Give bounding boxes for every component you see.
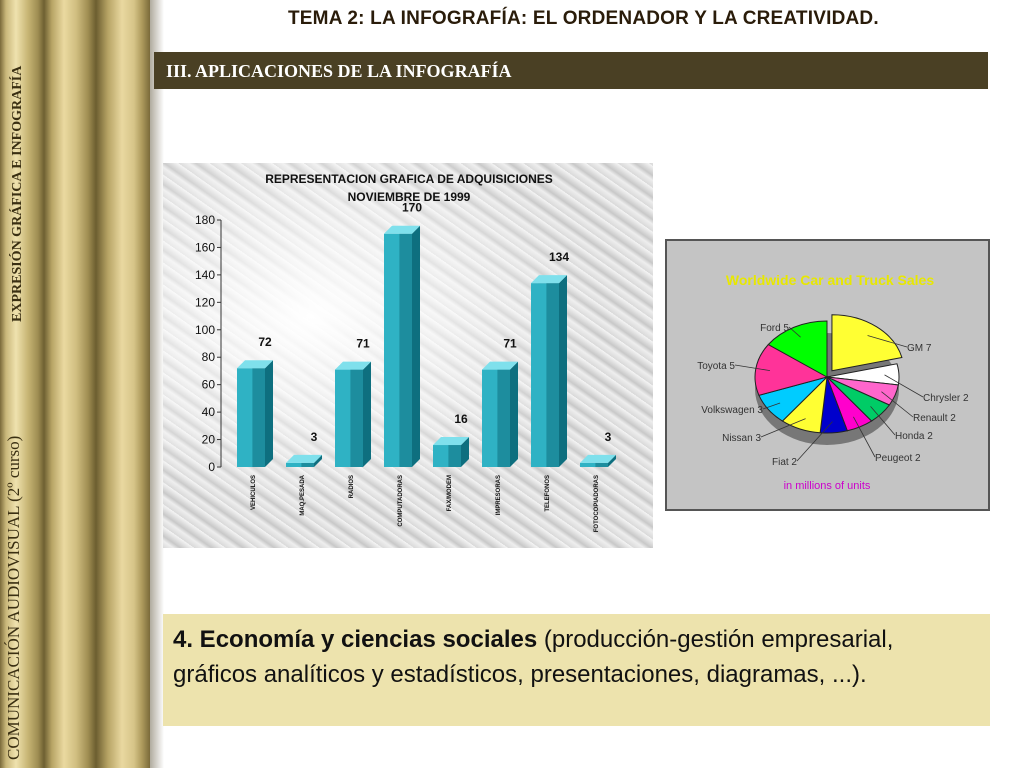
bar-shade <box>399 234 412 467</box>
bar <box>482 362 518 467</box>
y-tick-label: 120 <box>194 295 215 310</box>
y-tick-label: 40 <box>201 405 215 420</box>
bar-shade <box>350 370 363 467</box>
x-category-label: COMPUTADORAS <box>398 475 404 527</box>
bar-side <box>559 275 567 467</box>
section-header <box>154 52 988 89</box>
pie-slice-label: Honda 2 <box>895 431 933 442</box>
pie-chart-svg <box>667 241 988 509</box>
bar <box>286 455 322 467</box>
caption-heading: 4. Economía y ciencias sociales <box>173 626 538 653</box>
bar-value-label: 170 <box>401 200 423 215</box>
x-category-label: MAQ.PESADA <box>300 475 306 516</box>
pie-slice-label: GM 7 <box>907 343 932 354</box>
y-tick-label: 160 <box>194 240 215 255</box>
chart-title: REPRESENTACION GRAFICA DE ADQUISICIONES <box>265 172 553 186</box>
bar-shade <box>301 463 314 467</box>
y-tick-label: 180 <box>194 213 215 227</box>
pie-slice-label: Renault 2 <box>913 413 956 424</box>
pie-slice-label: Chrysler 2 <box>923 393 969 404</box>
x-category-label: RADIOS <box>349 475 355 499</box>
x-category-label: VEHICULOS <box>251 475 257 511</box>
y-tick-label: 140 <box>194 267 215 282</box>
bar-shade <box>252 368 265 467</box>
sidebar-course-title: COMUNICACIÓN AUDIOVISUAL (2º curso) <box>4 435 23 760</box>
x-category-label: FAX/MODEM <box>447 475 453 512</box>
pie-slice-label: Fiat 2 <box>771 457 797 468</box>
bar <box>433 437 469 467</box>
bar <box>384 226 420 467</box>
y-tick-label: 60 <box>201 377 215 392</box>
x-category-label: IMPRESORAS <box>496 475 502 516</box>
bar-shade <box>546 283 559 467</box>
bar-value-label: 134 <box>548 250 570 265</box>
section-title: III. APLICACIONES DE LA INFOGRAFÍA <box>166 61 512 81</box>
pie-slice-label: Nissan 3 <box>722 433 761 444</box>
x-category-label: TELEFONOS <box>545 475 551 512</box>
caption-body: (producción-gestión empresarial, gráficos analíticos y estadísticos, presentaciones, diagramas, ...). <box>173 626 894 688</box>
y-tick-label: 20 <box>201 432 215 447</box>
bar-value-label: 71 <box>356 336 370 351</box>
bar-value-label: 16 <box>454 412 468 427</box>
pie-slice-label: Peugeot 2 <box>875 453 921 464</box>
bar-side <box>510 362 518 467</box>
sidebar-subject-title: EXPRESIÓN GRÁFICA E INFOGRAFÍA <box>10 65 25 322</box>
bar-value-label: 3 <box>604 429 612 444</box>
y-tick-label: 0 <box>208 460 215 474</box>
y-tick-label: 80 <box>201 350 215 365</box>
band-shadow <box>150 0 164 768</box>
x-category-label: FOTOCOPIADORAS <box>594 475 600 533</box>
bar-side <box>363 362 371 467</box>
bar-chart-svg <box>163 163 653 548</box>
pie-chart-panel <box>665 239 990 511</box>
bar <box>335 362 371 467</box>
bar-chart-panel <box>163 163 653 548</box>
bar <box>531 275 567 467</box>
bar-side <box>265 360 273 467</box>
bar-value-label: 3 <box>310 429 318 444</box>
bar-value-label: 72 <box>258 335 272 350</box>
bar-shade <box>595 463 608 467</box>
y-tick-label: 100 <box>194 322 215 337</box>
bar-side <box>412 226 420 467</box>
pie-slice-label: Toyota 5 <box>697 361 735 372</box>
chart-subtitle: NOVIEMBRE DE 1999 <box>347 190 471 204</box>
page-title: TEMA 2: LA INFOGRAFÍA: EL ORDENADOR Y LA CREATIVIDAD. <box>288 8 879 29</box>
bar-shade <box>448 445 461 467</box>
bar <box>237 360 273 467</box>
bar <box>580 455 616 467</box>
pie-note: in millions of units <box>783 480 871 492</box>
pie-title: Worldwide Car and Truck Sales <box>725 272 935 288</box>
pie-slice-label: Volkswagen 3 <box>701 405 763 416</box>
bar-value-label: 71 <box>503 336 517 351</box>
slide-caption <box>163 614 990 726</box>
bar-shade <box>497 370 510 467</box>
pie-slice-label: Ford 5 <box>760 323 789 334</box>
